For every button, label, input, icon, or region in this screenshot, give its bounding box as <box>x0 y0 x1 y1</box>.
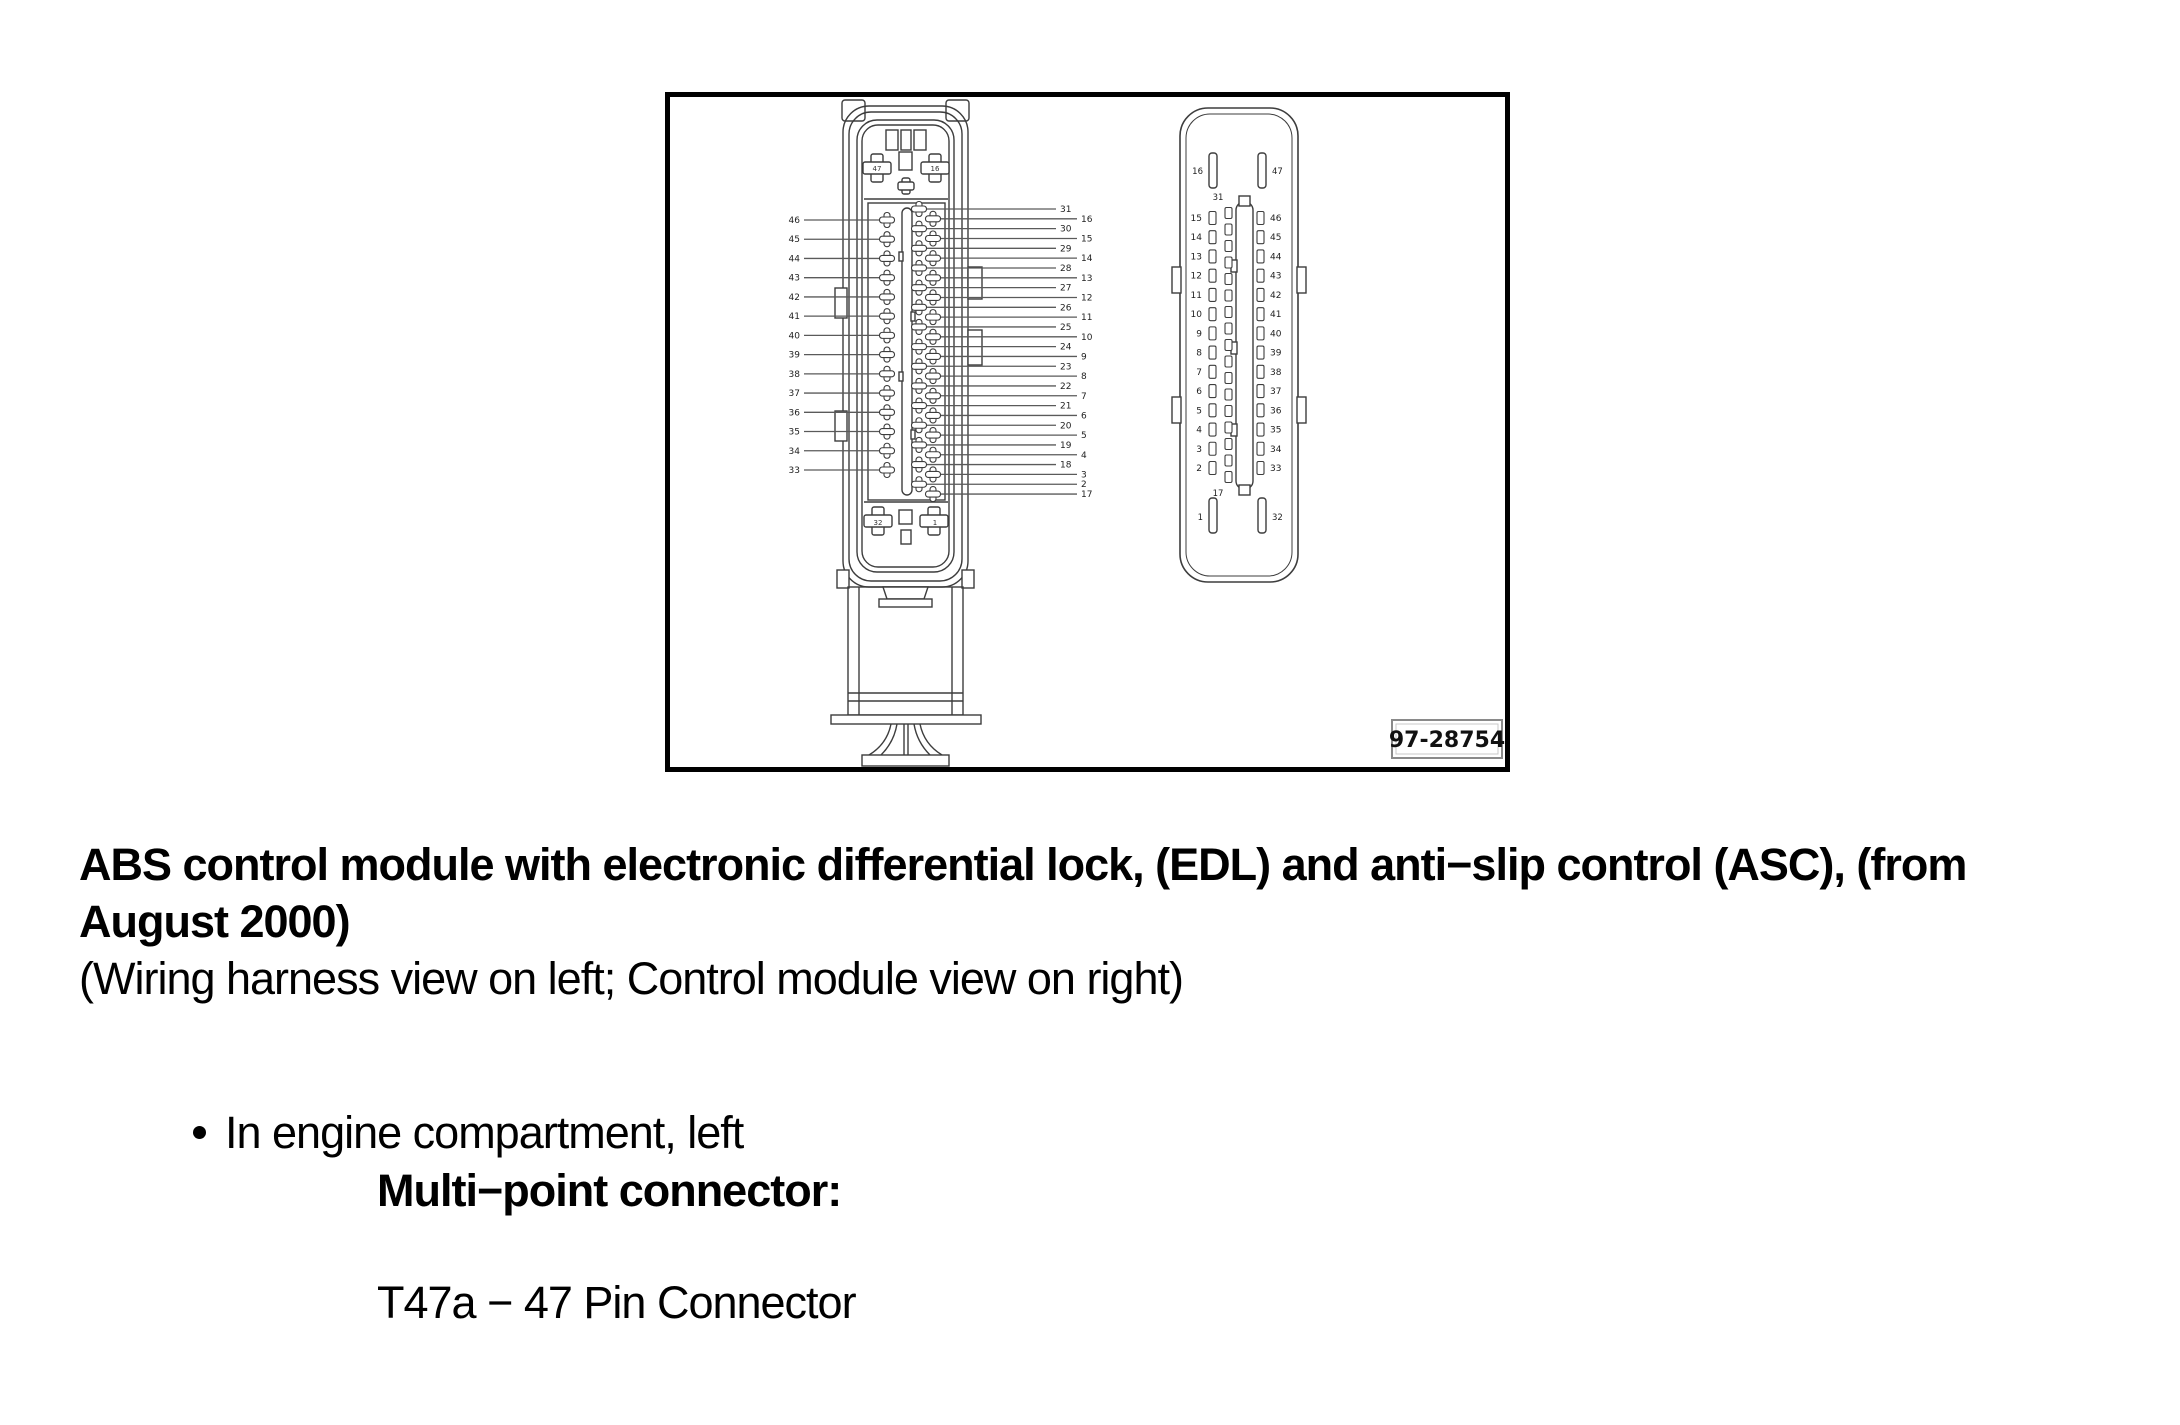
pin-slot <box>1257 365 1264 378</box>
location-text: In engine compartment, left <box>225 1107 744 1158</box>
pin-cavity <box>912 422 927 428</box>
pin-label: 17 <box>1212 489 1224 499</box>
connector-detail-text: T47a − 47 Pin Connector <box>377 1277 856 1328</box>
pin-label: 44 <box>1270 252 1282 263</box>
pin-slot <box>1257 346 1264 359</box>
pin-label: 8 <box>1081 372 1087 383</box>
pin-label: 2 <box>1196 463 1202 474</box>
pin-cavity <box>880 294 895 300</box>
pin-slot <box>1225 340 1232 351</box>
pin-cavity <box>912 285 927 291</box>
pin-slot <box>1225 241 1232 252</box>
pin-label: 3 <box>1081 470 1087 481</box>
pin-label: 39 <box>1270 348 1282 359</box>
pin-label: 34 <box>788 446 800 457</box>
pin-cavity <box>926 471 941 477</box>
pin-slot <box>1209 212 1216 225</box>
pin-slot <box>1257 404 1264 417</box>
pin-label: 33 <box>1270 463 1282 474</box>
pin-slot <box>1257 231 1264 244</box>
pin-slot <box>1225 208 1232 219</box>
pin-cavity <box>926 275 941 281</box>
pin-cavity <box>926 255 941 261</box>
pin-label: 6 <box>1196 387 1202 398</box>
pin-label: 15 <box>1081 234 1093 245</box>
pin-label: 9 <box>1081 352 1087 363</box>
pin-cavity <box>912 265 927 271</box>
pin-cavity <box>880 313 895 319</box>
pin-label: 7 <box>1081 391 1087 402</box>
connector-figure <box>665 92 1510 772</box>
pin-label: 43 <box>1270 271 1282 282</box>
pin-slot <box>1209 308 1216 321</box>
pin-label: 37 <box>788 389 800 400</box>
pin-label: 33 <box>788 465 800 476</box>
pin-label: 11 <box>1190 290 1202 301</box>
pin-label: 12 <box>1190 271 1202 282</box>
pin-cavity <box>880 236 895 242</box>
pin-label: 20 <box>1060 421 1072 432</box>
pin-label: 4 <box>1196 425 1202 436</box>
pin-label: 41 <box>1270 310 1282 321</box>
pin-cavity <box>912 245 927 251</box>
pin-label: 40 <box>788 331 800 342</box>
pin-label: 22 <box>1060 381 1072 392</box>
pin-label: 18 <box>1060 460 1072 471</box>
pin-cavity <box>880 332 895 338</box>
latch-label: 16 <box>930 165 940 173</box>
pin-cavity <box>880 217 895 223</box>
pin-slot <box>1257 212 1264 225</box>
pin-slot <box>1209 461 1216 474</box>
pin-slot <box>1225 422 1232 433</box>
pin-label: 47 <box>1272 167 1283 177</box>
pin-slot <box>1225 373 1232 384</box>
pin-slot <box>1257 423 1264 436</box>
pin-label: 7 <box>1196 367 1202 378</box>
pin-slot <box>1209 288 1216 301</box>
pin-label: 4 <box>1081 450 1087 461</box>
pin-label: 30 <box>1060 224 1072 235</box>
pin-slot <box>1257 461 1264 474</box>
pin-slot <box>1225 257 1232 268</box>
pin-cavity <box>912 442 927 448</box>
pin-label: 45 <box>1270 233 1282 244</box>
connector-diagram <box>665 92 1510 772</box>
pin-slot <box>1225 455 1232 466</box>
pin-label: 3 <box>1196 444 1202 455</box>
pin-cavity <box>926 314 941 320</box>
pin-cavity <box>926 294 941 300</box>
figure-number-box <box>1389 720 1505 758</box>
pin-cavity <box>880 429 895 435</box>
pin-label: 32 <box>1272 513 1283 523</box>
pin-slot <box>1225 472 1232 483</box>
pin-label: 42 <box>1270 290 1282 301</box>
pin-cavity <box>926 334 941 340</box>
pin-label: 14 <box>1081 254 1093 265</box>
pin-cavity <box>926 412 941 418</box>
pin-label: 35 <box>788 427 800 438</box>
pin-cavity <box>912 304 927 310</box>
pin-cavity <box>912 226 927 232</box>
pin-label: 21 <box>1060 401 1072 412</box>
pin-cavity <box>880 448 895 454</box>
pin-label: 38 <box>1270 367 1282 378</box>
pin-label: 5 <box>1081 431 1087 442</box>
pin-label: 6 <box>1081 411 1087 422</box>
figure-title-line1: ABS control module with electronic differential lock, (EDL) and anti−slip control (ASC), (from <box>79 839 1967 890</box>
pin-slot <box>1209 231 1216 244</box>
pin-label: 11 <box>1081 313 1093 324</box>
pin-slot <box>1225 356 1232 367</box>
pin-label: 45 <box>788 235 800 246</box>
pin-slot <box>1209 327 1216 340</box>
pin-slot <box>1257 308 1264 321</box>
pin-label: 12 <box>1081 293 1093 304</box>
pin-slot <box>1225 307 1232 318</box>
pin-label: 26 <box>1060 303 1072 314</box>
pin-cavity <box>880 371 895 377</box>
pin-label: 15 <box>1190 214 1202 224</box>
pin-slot <box>1257 288 1264 301</box>
pin-label: 27 <box>1060 283 1072 294</box>
pin-slot <box>1257 327 1264 340</box>
pin-label: 13 <box>1081 273 1093 284</box>
pin-label: 46 <box>788 216 800 226</box>
pin-label: 19 <box>1060 440 1072 451</box>
pin-label: 24 <box>1060 342 1072 353</box>
pin-cavity <box>912 324 927 330</box>
pin-label: 23 <box>1060 362 1072 373</box>
latch-label: 32 <box>873 519 883 527</box>
pin-cavity <box>880 409 895 415</box>
figure-number: 97-28754 <box>1388 728 1506 753</box>
pin-cavity <box>912 403 927 409</box>
figure-title-line2: August 2000) <box>79 896 350 947</box>
pin-label: 29 <box>1060 244 1072 255</box>
pin-slot <box>1257 385 1264 398</box>
pin-slot <box>1257 269 1264 282</box>
pin-slot <box>1209 365 1216 378</box>
pin-label: 14 <box>1190 233 1202 244</box>
bullet-icon <box>193 1126 206 1139</box>
pin-slot <box>1209 404 1216 417</box>
pin-slot <box>1225 439 1232 450</box>
pin-label: 35 <box>1270 425 1282 436</box>
pin-label: 31 <box>1060 205 1072 215</box>
pin-label: 16 <box>1192 167 1203 177</box>
pin-slot <box>1209 442 1216 455</box>
pin-slot <box>1225 406 1232 417</box>
pin-label: 36 <box>1270 406 1282 417</box>
figure-title <box>79 836 1966 950</box>
pin-cavity <box>880 352 895 358</box>
pin-slot <box>1225 224 1232 235</box>
pin-cavity <box>912 462 927 468</box>
pin-cavity <box>880 275 895 281</box>
pin-cavity <box>926 216 941 222</box>
multipoint-connector-heading: Multi−point connector: <box>377 1165 842 1216</box>
pin-label: 39 <box>788 350 800 361</box>
pin-label: 40 <box>1270 329 1282 340</box>
pin-cavity <box>880 467 895 473</box>
pin-slot <box>1209 423 1216 436</box>
pin-cavity <box>912 383 927 389</box>
pin-slot <box>1209 385 1216 398</box>
pin-label: 28 <box>1060 263 1072 274</box>
pin-cavity <box>912 344 927 350</box>
pin-label: 44 <box>788 254 800 265</box>
pin-label: 41 <box>788 312 800 323</box>
pin-cavity <box>926 393 941 399</box>
pin-cavity <box>880 255 895 261</box>
pin-cavity <box>912 481 927 487</box>
pin-label: 34 <box>1270 444 1282 455</box>
latch-label: 47 <box>872 165 882 173</box>
pin-cavity <box>926 235 941 241</box>
pin-cavity <box>926 373 941 379</box>
pin-label: 42 <box>788 292 800 303</box>
pin-label: 17 <box>1081 490 1093 501</box>
pin-slot <box>1225 290 1232 301</box>
pin-label: 16 <box>1081 214 1093 225</box>
pin-label: 43 <box>788 273 800 284</box>
pin-label: 5 <box>1196 406 1202 417</box>
pin-slot <box>1225 274 1232 285</box>
pin-label: 13 <box>1190 252 1202 263</box>
pin-label: 31 <box>1212 193 1224 203</box>
pin-cavity <box>926 452 941 458</box>
pin-label: 2 <box>1081 480 1087 491</box>
pin-label: 8 <box>1196 348 1202 359</box>
pin-label: 9 <box>1196 329 1202 340</box>
pin-label: 38 <box>788 369 800 380</box>
pin-label: 46 <box>1270 214 1282 224</box>
pin-slot <box>1257 442 1264 455</box>
pin-cavity <box>926 432 941 438</box>
pin-slot <box>1209 346 1216 359</box>
pin-cavity <box>926 491 941 497</box>
latch-label: 1 <box>932 519 938 527</box>
pin-cavity <box>912 363 927 369</box>
module-mid-pin-column <box>1225 208 1232 483</box>
pin-cavity <box>880 390 895 396</box>
pin-label: 36 <box>788 408 800 419</box>
pin-label: 10 <box>1190 310 1202 321</box>
pin-label: 37 <box>1270 387 1282 398</box>
pin-cavity <box>912 206 927 212</box>
location-bullet-item <box>193 1104 743 1161</box>
pin-slot <box>1225 389 1232 400</box>
pin-slot <box>1209 250 1216 263</box>
pin-slot <box>1257 250 1264 263</box>
pin-label: 10 <box>1081 332 1093 343</box>
pin-cavity <box>926 353 941 359</box>
pin-label: 25 <box>1060 322 1072 333</box>
pin-slot <box>1225 323 1232 334</box>
figure-subtitle: (Wiring harness view on left; Control module view on right) <box>79 953 1183 1004</box>
pin-slot <box>1209 269 1216 282</box>
pin-label: 1 <box>1197 513 1203 523</box>
